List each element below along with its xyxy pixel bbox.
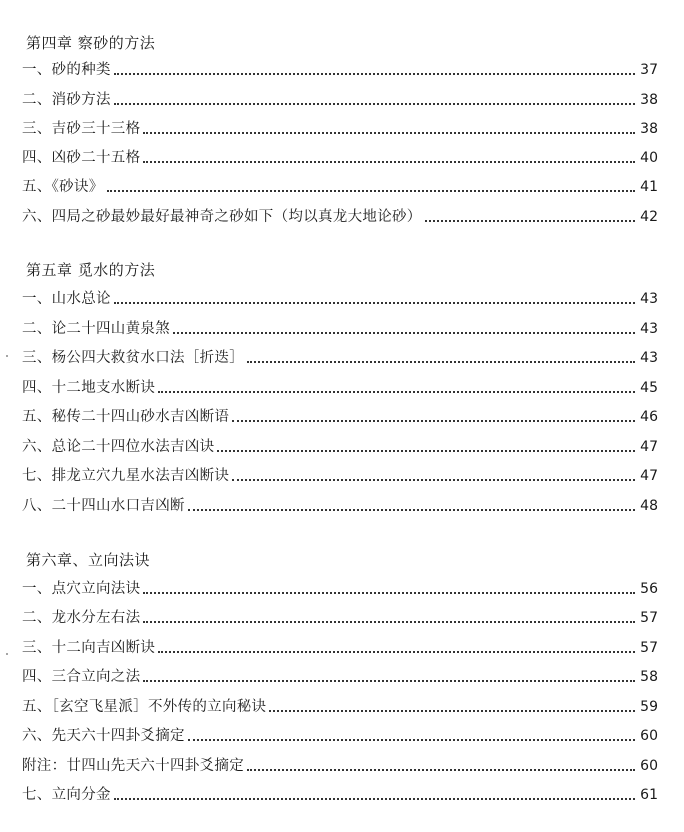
toc-entry[interactable] bbox=[22, 577, 658, 599]
dot-leader bbox=[173, 332, 635, 334]
toc-entry-page: 46 bbox=[640, 409, 658, 425]
toc-entry-title: 三、杨公四大救贫水口法［折迭］ bbox=[22, 350, 244, 366]
toc-entry-title: 五、《砂诀》 bbox=[22, 179, 104, 195]
toc-entry[interactable] bbox=[22, 317, 658, 339]
toc-entry-page: 47 bbox=[640, 468, 658, 484]
toc-entry[interactable] bbox=[22, 464, 658, 486]
scan-speck bbox=[6, 653, 8, 655]
dot-leader bbox=[158, 391, 635, 393]
toc-entry-title: 一、砂的种类 bbox=[22, 62, 111, 78]
toc-entry-title: 七、立向分金 bbox=[22, 787, 111, 803]
toc-entry-page: 38 bbox=[640, 92, 658, 108]
dot-leader bbox=[217, 450, 635, 452]
toc-entry-page: 43 bbox=[640, 321, 658, 337]
toc-entry-page: 60 bbox=[640, 728, 658, 744]
toc-entry[interactable] bbox=[22, 494, 658, 516]
toc-entry-page: 58 bbox=[640, 669, 658, 685]
toc-entry-title: 一、点穴立向法诀 bbox=[22, 581, 141, 597]
toc-entry-title: 五、秘传二十四山砂水吉凶断语 bbox=[22, 409, 230, 425]
toc-entry[interactable] bbox=[22, 405, 658, 427]
toc-entry-page: 59 bbox=[640, 699, 658, 715]
chapter-heading: 第五章 觅水的方法 bbox=[26, 261, 156, 279]
toc-entry[interactable] bbox=[22, 724, 658, 746]
dot-leader bbox=[232, 420, 635, 422]
toc-entry[interactable] bbox=[22, 58, 658, 80]
toc-entry-page: 57 bbox=[640, 610, 658, 626]
toc-entry-title: 四、十二地支水断诀 bbox=[22, 380, 156, 396]
toc-entry-title: 一、山水总论 bbox=[22, 291, 111, 307]
toc-entry[interactable] bbox=[22, 695, 658, 717]
toc-entry[interactable] bbox=[22, 376, 658, 398]
toc-entry[interactable] bbox=[22, 117, 658, 139]
toc-entry-title: 四、凶砂二十五格 bbox=[22, 150, 141, 166]
toc-entry-title: 三、吉砂三十三格 bbox=[22, 121, 141, 137]
toc-entry[interactable] bbox=[22, 175, 658, 197]
toc-entry[interactable] bbox=[22, 205, 658, 227]
dot-leader bbox=[114, 798, 635, 800]
toc-entry-title: 六、先天六十四卦爻摘定 bbox=[22, 728, 185, 744]
toc-entry[interactable] bbox=[22, 606, 658, 628]
toc-entry-title: 四、三合立向之法 bbox=[22, 669, 141, 685]
toc-entry-page: 56 bbox=[640, 581, 658, 597]
dot-leader bbox=[425, 220, 635, 222]
dot-leader bbox=[114, 103, 635, 105]
toc-entry-page: 38 bbox=[640, 121, 658, 137]
toc-entry-title: 五、［玄空飞星派］不外传的立向秘诀 bbox=[22, 699, 267, 715]
dot-leader bbox=[158, 651, 635, 653]
dot-leader bbox=[188, 739, 635, 741]
toc-entry-page: 47 bbox=[640, 439, 658, 455]
toc-entry[interactable] bbox=[22, 665, 658, 687]
toc-entry-title: 三、十二向吉凶断诀 bbox=[22, 640, 156, 656]
dot-leader bbox=[232, 479, 635, 481]
toc-entry-title: 六、总论二十四位水法吉凶诀 bbox=[22, 439, 215, 455]
toc-entry[interactable] bbox=[22, 346, 658, 368]
toc-entry[interactable] bbox=[22, 783, 658, 805]
dot-leader bbox=[114, 302, 635, 304]
toc-entry-title: 八、二十四山水口吉凶断 bbox=[22, 498, 185, 514]
toc-entry-page: 61 bbox=[640, 787, 658, 803]
dot-leader bbox=[143, 161, 635, 163]
scan-speck bbox=[6, 355, 8, 357]
toc-entry-title: 二、龙水分左右法 bbox=[22, 610, 141, 626]
toc-entry-page: 37 bbox=[640, 62, 658, 78]
toc-entry-title: 六、四局之砂最妙最好最神奇之砂如下（均以真龙大地论砂） bbox=[22, 209, 422, 225]
toc-entry-title: 七、排龙立穴九星水法吉凶断诀 bbox=[22, 468, 230, 484]
dot-leader bbox=[143, 621, 635, 623]
toc-entry[interactable] bbox=[22, 636, 658, 658]
toc-entry[interactable] bbox=[22, 287, 658, 309]
toc-entry-page: 48 bbox=[640, 498, 658, 514]
dot-leader bbox=[114, 73, 635, 75]
chapter-heading: 第四章 察砂的方法 bbox=[26, 34, 156, 52]
toc-entry[interactable] bbox=[22, 435, 658, 457]
toc-entry-page: 42 bbox=[640, 209, 658, 225]
dot-leader bbox=[269, 710, 635, 712]
toc-entry[interactable] bbox=[22, 754, 658, 776]
dot-leader bbox=[247, 769, 635, 771]
toc-entry-page: 57 bbox=[640, 640, 658, 656]
toc-entry-title: 二、论二十四山黄泉煞 bbox=[22, 321, 170, 337]
toc-entry-page: 40 bbox=[640, 150, 658, 166]
toc-entry-page: 41 bbox=[640, 179, 658, 195]
toc-entry-page: 45 bbox=[640, 380, 658, 396]
dot-leader bbox=[143, 592, 635, 594]
dot-leader bbox=[143, 680, 635, 682]
toc-entry[interactable] bbox=[22, 146, 658, 168]
toc-entry-page: 43 bbox=[640, 350, 658, 366]
dot-leader bbox=[143, 132, 635, 134]
dot-leader bbox=[188, 509, 635, 511]
toc-entry-title: 附注：廿四山先天六十四卦爻摘定 bbox=[22, 758, 244, 774]
toc-entry-title: 二、消砂方法 bbox=[22, 92, 111, 108]
chapter-heading: 第六章、立向法诀 bbox=[26, 551, 151, 569]
toc-entry-page: 43 bbox=[640, 291, 658, 307]
dot-leader bbox=[247, 361, 635, 363]
toc-entry-page: 60 bbox=[640, 758, 658, 774]
toc-entry[interactable] bbox=[22, 88, 658, 110]
dot-leader bbox=[107, 190, 635, 192]
